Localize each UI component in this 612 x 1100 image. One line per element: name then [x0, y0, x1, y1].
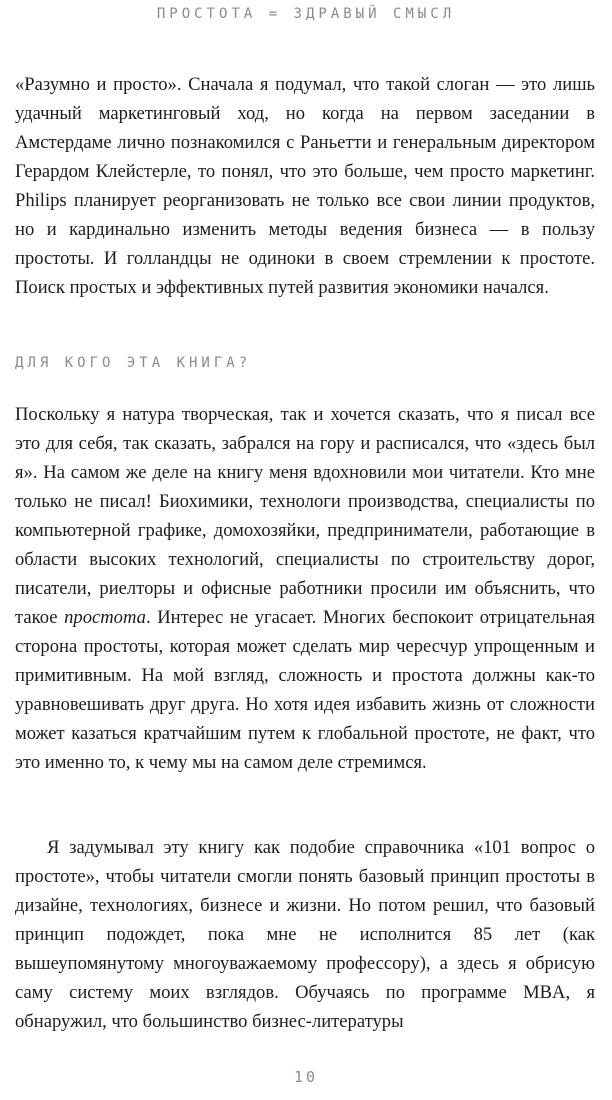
paragraph-2-text-before: Поскольку я натура творческая, так и хочется сказать, что я писал все это для себя, так сказать, забрался на гору и расписался, что «здесь был я». На самом же деле на книгу меня вдохновили мои читатели. Кто мне только не писал! Биохимики, технологи производства, специалисты по компьютерной графике, домохозяйки, предприниматели, работающие в области высоких технологий, специалисты по строительству дорог, писатели, риелторы и офисные работники просили им объяснить, что такое: [15, 404, 595, 628]
page-number: 10: [293, 1068, 319, 1086]
section-heading: ДЛЯ КОГО ЭТА КНИГА?: [15, 355, 252, 371]
paragraph-2-text-after: . Интерес не угасает. Многих беспокоит отрицательная сторона простоты, которая может сделать мир чересчур упрощенным и примитивным. На мой взгляд, сложность и простота должны как-то уравновешивать друг друга. Но хотя идея избавить жизнь от сложности может казаться кратчайшим путем к глобальной простоте, не факт, что это именно то, к чему мы на самом деле стремимся.: [15, 607, 595, 773]
paragraph-1: «Разумно и просто». Сначала я подумал, что такой слоган — это лишь удачный маркетинговый ход, но когда на первом заседании в Амстердаме лично познакомился с Раньетти и генеральным директором Герардом Клейстерле, то понял, что это больше, чем просто маркетинг. Philips планирует реорганизовать не только все свои линии продуктов, но и кардинально изменить методы ведения бизнеса — в пользу простоты. И голландцы не одиноки в своем стремлении к простоте. Поиск простых и эффективных путей развития экономики начался.: [15, 74, 595, 298]
paragraph-2: [15, 400, 595, 777]
italic-term: простота: [64, 607, 146, 628]
running-head: ПРОСТОТА = ЗДРАВЫЙ СМЫСЛ: [156, 6, 456, 22]
paragraph-3: Я задумывал эту книгу как подобие справочника «101 вопрос о простоте», чтобы читатели смогли понять базовый принцип простоты в дизайне, технологиях, бизнесе и жизни. Но потом решил, что базовый принцип подождет, пока мне не исполнится 85 лет (как вышеупомянутому многоуважаемому профессору), а здесь я обрисую саму систему моих взглядов. Обучаясь по программе MBA, я обнаружил, что большинство бизнес-литературы: [15, 837, 595, 1032]
